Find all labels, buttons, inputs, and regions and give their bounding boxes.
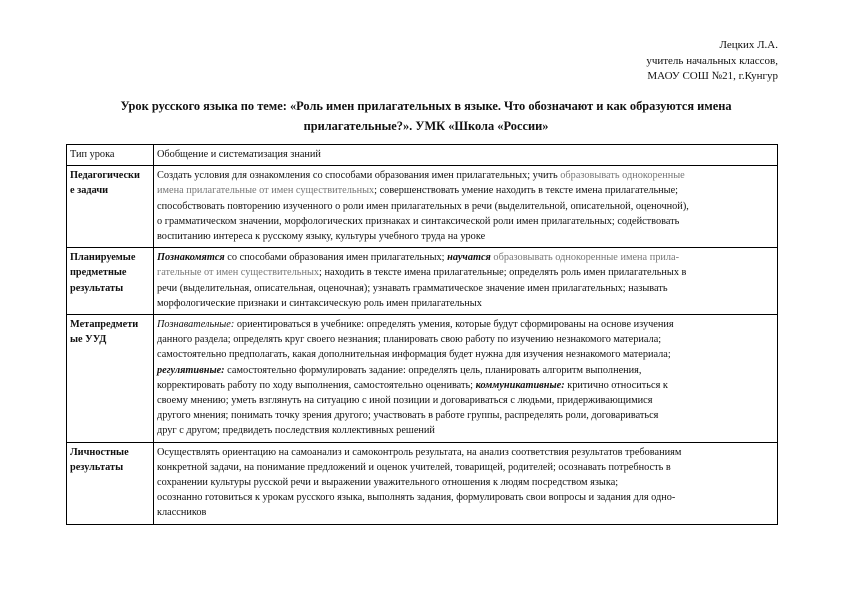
table-row-planned-results xyxy=(67,248,778,315)
author-position: учитель начальных классов, xyxy=(646,54,778,67)
content-line xyxy=(157,265,774,280)
row-label xyxy=(67,315,154,443)
content-line xyxy=(157,317,774,332)
content-line: самостоятельно предполагать, какая дополнительная информация будет нужна для изучения незнакомого материала; xyxy=(157,349,671,361)
text-run: со способами образования имен прилагательных; xyxy=(224,252,448,264)
content-line: данного раздела; определять круг своего незнания; планировать свою работу по изучению незнакомого материала; xyxy=(157,334,662,346)
text-run-bold-italic: регулятивные: xyxy=(157,364,225,376)
text-run: ; находить в тексте имена прилагательные; определять роль имен прилагательных в xyxy=(319,267,687,279)
lesson-title-line-2: прилагательные?». УМК «Школа «России» xyxy=(303,119,549,133)
table-row-pedagogical-tasks xyxy=(67,166,778,248)
content-line xyxy=(157,363,774,378)
row-label-line: предметные xyxy=(70,267,127,279)
row-content xyxy=(154,315,778,443)
text-run: самостоятельно формулировать задание: определять цель, планировать алгоритм выполнения, xyxy=(224,364,642,376)
content-line: осознанно готовиться к урокам русского языка, выполнять задания, формулировать свои вопросы и задания для одно- xyxy=(157,492,676,504)
content-line: своему мнению; уметь взглянуть на ситуацию с иной позиции и договариваться с людьми, придерживающимися xyxy=(157,395,653,407)
text-run-gray: гательные от имен существительных xyxy=(157,267,320,279)
row-label xyxy=(67,442,154,524)
table-row-metasubject xyxy=(67,315,778,443)
content-line: морфологические признаки и синтаксическую роль имен прилагательных xyxy=(157,297,482,309)
text-run-bold-italic: Познакомятся xyxy=(157,252,225,264)
lesson-plan-table xyxy=(66,144,778,525)
content-line: друг с другом; предвидеть последствия коллективных решений xyxy=(157,425,435,437)
text-run-gray: образовывать однокоренные имена прила- xyxy=(490,252,680,264)
lesson-title-line-1: Урок русского языка по теме: «Роль имен прилагательных в языке. Что обозначают и как образуются имена xyxy=(120,99,732,113)
row-label-line: Тип урока xyxy=(70,149,115,160)
content-line: способствовать повторению изученного о роли имен прилагательных в речи (выделительной, описательной, оценочной), xyxy=(157,200,689,212)
content-line xyxy=(157,168,774,183)
row-content xyxy=(154,145,778,166)
content-line xyxy=(157,183,774,198)
content-line xyxy=(157,378,774,393)
row-label-line: Планируемые xyxy=(70,252,136,264)
text-run: Создать условия для ознакомления со способами образования имен прилагательных; учить xyxy=(157,170,561,182)
text-run: корректировать работу по ходу выполнения, самостоятельно оценивать; xyxy=(157,379,476,391)
row-content xyxy=(154,442,778,524)
row-content xyxy=(154,248,778,315)
row-label-line: Педагогически xyxy=(70,170,140,182)
content-line: другого мнения; понимать точку зрения другого; участвовать в работе группы, распределять роли, договариваться xyxy=(157,410,659,422)
row-label-line: результаты xyxy=(70,461,124,473)
content-line: о грамматическом значении, морфологических признаках и синтаксической роли имен прилагательных; содействовать xyxy=(157,215,680,227)
table-row-personal-results xyxy=(67,442,778,524)
text-run-bold-italic: научатся xyxy=(447,252,491,264)
text-run: ориентироваться в учебнике: определять умения, которые будут сформированы на основе изучения xyxy=(234,319,674,331)
author-name: Лецких Л.А. xyxy=(719,39,778,51)
content-line: речи (выделительная, описательная, оценочная); узнавать грамматическое значение имен прилагательных; называть xyxy=(157,282,668,294)
content-line: Обобщение и систематизация знаний xyxy=(157,149,321,160)
text-run-bold-italic: коммуникативные: xyxy=(475,379,565,391)
lesson-title xyxy=(70,96,782,136)
table-row-lesson-type xyxy=(67,145,778,166)
row-label xyxy=(67,166,154,248)
row-label-line: ые УУД xyxy=(70,334,107,346)
content-line: воспитанию интереса к русскому языку, культуры учебного труда на уроке xyxy=(157,231,486,243)
author-school: МАОУ СОШ №21, г.Кунгур xyxy=(647,70,778,82)
text-run: ; совершенствовать умение находить в тексте имена прилагательные; xyxy=(374,185,679,197)
content-line: Осуществлять ориентацию на самоанализ и самоконтроль результата, на анализ соответствия результатов требованиям xyxy=(157,446,682,458)
text-run-italic: Познавательные: xyxy=(157,319,235,331)
row-label-line: Метапредмети xyxy=(70,319,139,331)
content-line: конкретной задачи, на понимание предложений и оценок учителей, товарищей, родителей; осознавать потребность в xyxy=(157,461,671,473)
row-label xyxy=(67,248,154,315)
row-label-line: результаты xyxy=(70,282,124,294)
text-run-gray: имена прилагательные от имен существительных xyxy=(157,185,375,197)
row-label-line: е задачи xyxy=(70,185,109,197)
row-label-line: Личностные xyxy=(70,446,129,458)
text-run-gray: образовывать однокоренные xyxy=(560,170,685,182)
author-info xyxy=(646,38,778,85)
row-content xyxy=(154,166,778,248)
content-line xyxy=(157,250,774,265)
content-line: сохранении культуры русской речи и выражении уважительного отношения к людям посредством языка; xyxy=(157,477,619,489)
row-label xyxy=(67,145,154,166)
text-run: критично относиться к xyxy=(564,379,668,391)
content-line: классников xyxy=(157,507,207,519)
